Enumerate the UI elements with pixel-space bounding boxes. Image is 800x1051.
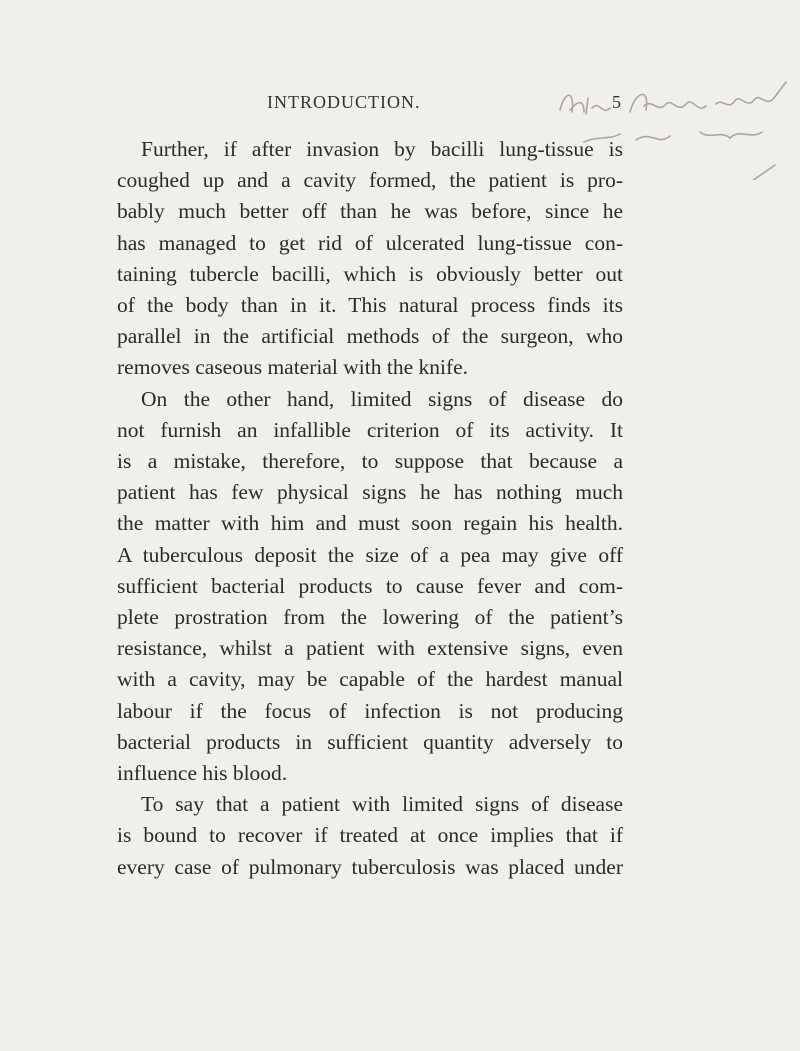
text-line: removes caseous material with the knife. [117, 355, 469, 380]
paragraph-3 [117, 789, 623, 883]
text-line: with a cavity, may be capable of the hardest manual [117, 667, 623, 692]
running-head [117, 92, 621, 116]
text-line: labour if the focus of infection is not producing [117, 698, 623, 723]
text-line: bably much better off than he was before, since he [117, 199, 623, 224]
text-line: coughed up and a cavity formed, the patient is pro- [117, 168, 623, 193]
text-line: of the body than in it. This natural process finds its [117, 293, 623, 318]
text-line: resistance, whilst a patient with extensive signs, even [117, 636, 623, 661]
paragraph-2 [117, 384, 623, 790]
text-line: On the other hand, limited signs of disease do [141, 386, 623, 411]
text-line: is bound to recover if treated at once implies that if [117, 823, 623, 848]
text-line: taining tubercle bacilli, which is obviously better out [117, 261, 623, 286]
text-line: influence his blood. [117, 761, 288, 786]
running-title: INTRODUCTION. [267, 92, 421, 112]
text-line: To say that a patient with limited signs of disease [141, 792, 623, 817]
text-line: not furnish an infallible criterion of its activity. It [117, 417, 623, 442]
paragraph-1 [117, 134, 623, 384]
text-line: Further, if after invasion by bacilli lung-tissue is [141, 137, 623, 161]
text-line: plete prostration from the lowering of the patient’s [117, 605, 623, 630]
text-line: parallel in the artificial methods of the surgeon, who [117, 324, 623, 349]
page-number: 5 [612, 92, 621, 112]
text-line: is a mistake, therefore, to suppose that because a [117, 449, 623, 474]
text-line: bacterial products in sufficient quantity adversely to [117, 729, 623, 754]
text-line: sufficient bacterial products to cause fever and com- [117, 573, 623, 598]
text-line: the matter with him and must soon regain his health. [117, 511, 623, 536]
body-text [117, 134, 623, 883]
text-line: patient has few physical signs he has nothing much [117, 480, 623, 505]
text-line: A tuberculous deposit the size of a pea may give off [117, 542, 623, 567]
text-line: has managed to get rid of ulcerated lung-tissue con- [117, 230, 623, 255]
text-line: every case of pulmonary tuberculosis was placed under [117, 854, 623, 879]
